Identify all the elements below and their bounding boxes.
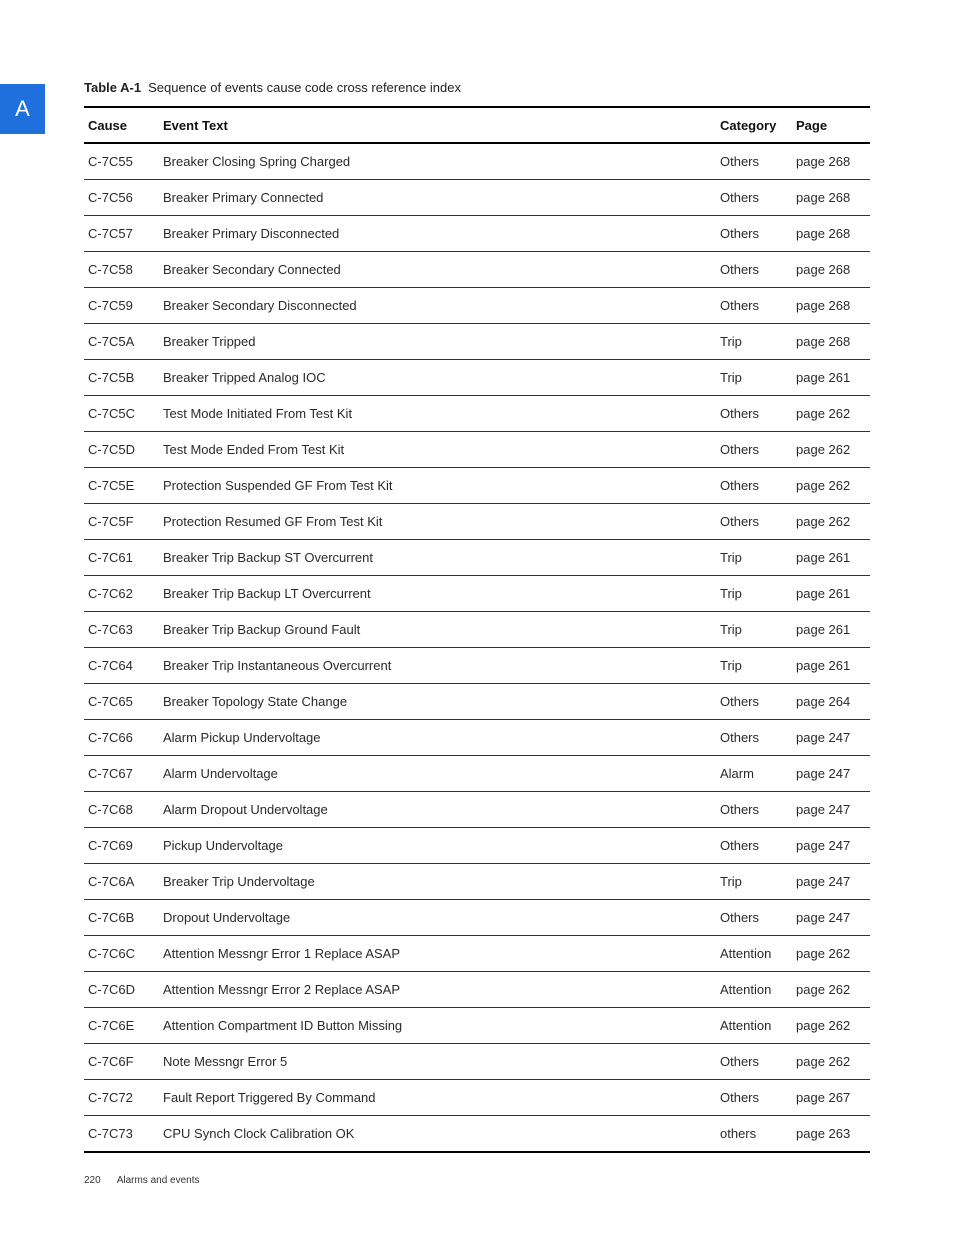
cell-cause: C-7C64 xyxy=(84,648,159,684)
table-row xyxy=(84,324,870,360)
cell-cause: C-7C6E xyxy=(84,1008,159,1044)
table-row xyxy=(84,252,870,288)
cell-page: page 262 xyxy=(792,432,870,468)
cell-cause: C-7C68 xyxy=(84,792,159,828)
table-row xyxy=(84,432,870,468)
table-row xyxy=(84,576,870,612)
cell-category: Trip xyxy=(716,324,792,360)
page-footer xyxy=(84,1175,200,1186)
cell-cause: C-7C5A xyxy=(84,324,159,360)
cell-cause: C-7C59 xyxy=(84,288,159,324)
cell-event-text: Breaker Trip Backup Ground Fault xyxy=(159,612,716,648)
cell-page: page 247 xyxy=(792,864,870,900)
table-row xyxy=(84,360,870,396)
cell-category: Trip xyxy=(716,576,792,612)
table-row xyxy=(84,972,870,1008)
cell-page: page 261 xyxy=(792,540,870,576)
cell-category: Alarm xyxy=(716,756,792,792)
table-row xyxy=(84,468,870,504)
cell-event-text: Pickup Undervoltage xyxy=(159,828,716,864)
cell-event-text: Breaker Primary Connected xyxy=(159,180,716,216)
cell-event-text: Breaker Trip Instantaneous Overcurrent xyxy=(159,648,716,684)
cell-cause: C-7C6F xyxy=(84,1044,159,1080)
cell-category: Attention xyxy=(716,936,792,972)
header-category: Category xyxy=(720,117,777,133)
cell-cause: C-7C6D xyxy=(84,972,159,1008)
cell-event-text: Breaker Trip Backup ST Overcurrent xyxy=(159,540,716,576)
cell-cause: C-7C62 xyxy=(84,576,159,612)
table-row xyxy=(84,540,870,576)
table-row xyxy=(84,180,870,216)
cell-event-text: Alarm Dropout Undervoltage xyxy=(159,792,716,828)
cell-category: Others xyxy=(716,792,792,828)
table-row xyxy=(84,900,870,936)
table-header-row xyxy=(84,107,870,143)
cell-page: page 262 xyxy=(792,504,870,540)
cell-event-text: Breaker Tripped Analog IOC xyxy=(159,360,716,396)
cell-category: Others xyxy=(716,252,792,288)
table-row xyxy=(84,1080,870,1116)
cell-cause: C-7C65 xyxy=(84,684,159,720)
cell-category: Others xyxy=(716,468,792,504)
cell-category: Trip xyxy=(716,864,792,900)
cell-event-text: Breaker Primary Disconnected xyxy=(159,216,716,252)
cell-page: page 264 xyxy=(792,684,870,720)
cell-event-text: Protection Suspended GF From Test Kit xyxy=(159,468,716,504)
cell-cause: C-7C5D xyxy=(84,432,159,468)
cell-page: page 247 xyxy=(792,756,870,792)
cell-cause: C-7C5C xyxy=(84,396,159,432)
cell-category: Others xyxy=(716,1044,792,1080)
cell-category: Trip xyxy=(716,540,792,576)
cell-cause: C-7C6C xyxy=(84,936,159,972)
cell-event-text: Attention Messngr Error 1 Replace ASAP xyxy=(159,936,716,972)
table-row xyxy=(84,792,870,828)
footer-page-number: 220 xyxy=(84,1175,101,1186)
cell-category: Trip xyxy=(716,360,792,396)
cell-category: Others xyxy=(716,684,792,720)
cell-page: page 262 xyxy=(792,468,870,504)
table-row xyxy=(84,684,870,720)
header-cause: Cause xyxy=(88,117,128,133)
cell-page: page 263 xyxy=(792,1116,870,1153)
cell-cause: C-7C5F xyxy=(84,504,159,540)
cell-event-text: Dropout Undervoltage xyxy=(159,900,716,936)
cell-category: Others xyxy=(716,432,792,468)
cell-page: page 261 xyxy=(792,612,870,648)
table-row xyxy=(84,396,870,432)
cell-event-text: Protection Resumed GF From Test Kit xyxy=(159,504,716,540)
cell-category: Attention xyxy=(716,1008,792,1044)
footer-section: Alarms and events xyxy=(116,1175,200,1186)
cell-category: Others xyxy=(716,504,792,540)
cell-category: Others xyxy=(716,396,792,432)
cell-cause: C-7C5E xyxy=(84,468,159,504)
table-row xyxy=(84,1044,870,1080)
cell-cause: C-7C6B xyxy=(84,900,159,936)
cell-page: page 268 xyxy=(792,216,870,252)
table-row xyxy=(84,936,870,972)
cell-cause: C-7C63 xyxy=(84,612,159,648)
cell-page: page 247 xyxy=(792,720,870,756)
cell-page: page 268 xyxy=(792,252,870,288)
cell-cause: C-7C58 xyxy=(84,252,159,288)
table-row xyxy=(84,504,870,540)
cell-category: Trip xyxy=(716,612,792,648)
header-event-text: Event Text xyxy=(163,117,228,133)
table-row xyxy=(84,612,870,648)
cell-event-text: Breaker Secondary Connected xyxy=(159,252,716,288)
table-row xyxy=(84,756,870,792)
cell-page: page 262 xyxy=(792,972,870,1008)
cell-page: page 262 xyxy=(792,396,870,432)
cell-page: page 262 xyxy=(792,936,870,972)
table-row xyxy=(84,864,870,900)
cell-cause: C-7C55 xyxy=(84,143,159,180)
cell-page: page 261 xyxy=(792,576,870,612)
header-page: Page xyxy=(796,117,828,133)
cell-cause: C-7C72 xyxy=(84,1080,159,1116)
cell-page: page 262 xyxy=(792,1044,870,1080)
cell-page: page 267 xyxy=(792,1080,870,1116)
cell-cause: C-7C73 xyxy=(84,1116,159,1153)
cell-category: Others xyxy=(716,720,792,756)
cell-category: Others xyxy=(716,288,792,324)
cell-event-text: CPU Synch Clock Calibration OK xyxy=(159,1116,716,1153)
cell-cause: C-7C67 xyxy=(84,756,159,792)
cell-event-text: Test Mode Ended From Test Kit xyxy=(159,432,716,468)
cell-event-text: Attention Messngr Error 2 Replace ASAP xyxy=(159,972,716,1008)
cell-event-text: Breaker Closing Spring Charged xyxy=(159,143,716,180)
cell-page: page 268 xyxy=(792,180,870,216)
cell-page: page 247 xyxy=(792,792,870,828)
cell-event-text: Breaker Topology State Change xyxy=(159,684,716,720)
cell-category: Others xyxy=(716,900,792,936)
cause-code-table xyxy=(84,106,870,1153)
cell-category: others xyxy=(716,1116,792,1153)
cell-cause: C-7C5B xyxy=(84,360,159,396)
cell-page: page 247 xyxy=(792,900,870,936)
table-number: Table A-1 xyxy=(84,80,142,95)
table-row xyxy=(84,1116,870,1153)
cell-event-text: Test Mode Initiated From Test Kit xyxy=(159,396,716,432)
cell-page: page 268 xyxy=(792,288,870,324)
cell-category: Others xyxy=(716,828,792,864)
cell-category: Attention xyxy=(716,972,792,1008)
table-row xyxy=(84,1008,870,1044)
cell-event-text: Breaker Trip Undervoltage xyxy=(159,864,716,900)
table-title: Sequence of events cause code cross reference index xyxy=(148,80,461,95)
cell-event-text: Breaker Secondary Disconnected xyxy=(159,288,716,324)
cell-event-text: Attention Compartment ID Button Missing xyxy=(159,1008,716,1044)
table-caption xyxy=(84,80,461,95)
table-body xyxy=(84,143,870,1152)
table-row xyxy=(84,288,870,324)
cell-category: Others xyxy=(716,216,792,252)
cell-cause: C-7C6A xyxy=(84,864,159,900)
table-row xyxy=(84,828,870,864)
cell-page: page 268 xyxy=(792,143,870,180)
cell-category: Others xyxy=(716,143,792,180)
cell-event-text: Fault Report Triggered By Command xyxy=(159,1080,716,1116)
cell-category: Others xyxy=(716,1080,792,1116)
cell-cause: C-7C57 xyxy=(84,216,159,252)
table-row xyxy=(84,143,870,180)
table-row xyxy=(84,648,870,684)
cell-cause: C-7C61 xyxy=(84,540,159,576)
cell-event-text: Note Messngr Error 5 xyxy=(159,1044,716,1080)
cell-event-text: Breaker Trip Backup LT Overcurrent xyxy=(159,576,716,612)
cell-category: Others xyxy=(716,180,792,216)
cell-page: page 261 xyxy=(792,360,870,396)
table-row xyxy=(84,720,870,756)
cell-cause: C-7C66 xyxy=(84,720,159,756)
cell-cause: C-7C69 xyxy=(84,828,159,864)
section-tab: A xyxy=(0,84,45,134)
cell-cause: C-7C56 xyxy=(84,180,159,216)
cell-event-text: Breaker Tripped xyxy=(159,324,716,360)
cell-page: page 262 xyxy=(792,1008,870,1044)
table-row xyxy=(84,216,870,252)
cell-page: page 261 xyxy=(792,648,870,684)
cell-page: page 247 xyxy=(792,828,870,864)
cell-page: page 268 xyxy=(792,324,870,360)
cell-event-text: Alarm Pickup Undervoltage xyxy=(159,720,716,756)
cell-category: Trip xyxy=(716,648,792,684)
cell-event-text: Alarm Undervoltage xyxy=(159,756,716,792)
